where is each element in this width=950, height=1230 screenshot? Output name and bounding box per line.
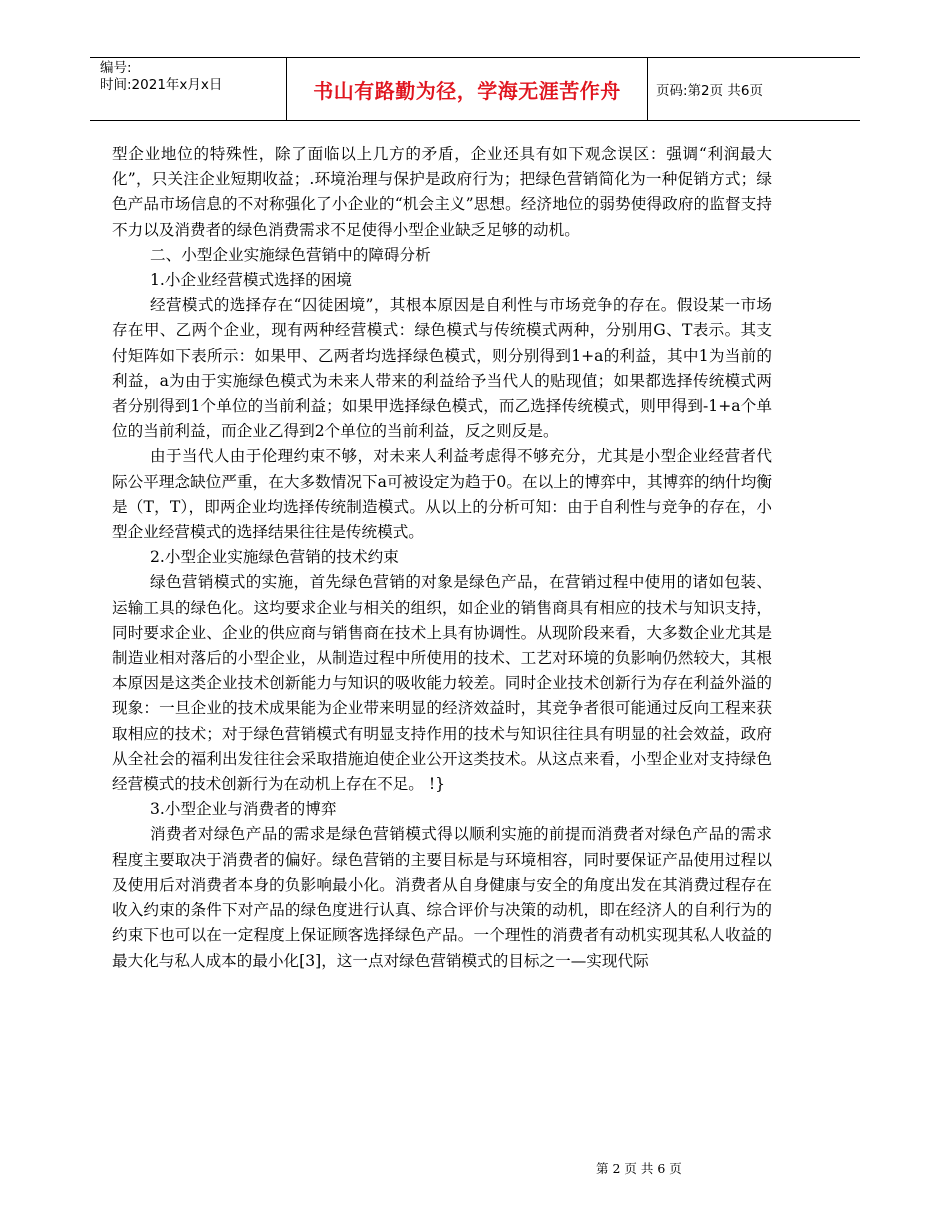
page-footer: 第 2 页 共 6 页 xyxy=(596,1161,682,1176)
header-motto: 书山有路勤为径，学海无涯苦作舟 xyxy=(286,58,648,120)
body-paragraph: 型企业地位的特殊性，除了面临以上几方的矛盾，企业还具有如下观念误区：强调“利润最大化”，只关注企业短期收益；.环境治理与保护是政府行为；把绿色营销简化为一种促销方式；绿色产品市场信息的不对称强化了小企业的“机会主义”思想。经济地位的弱势使得政府的监督支持不力以及消费者的绿色消费需求不足使得小型企业缺乏足够的动机。 xyxy=(112,145,772,239)
section-heading: 二、小型企业实施绿色营销中的障碍分析 xyxy=(150,245,431,264)
header-meta xyxy=(90,58,286,120)
body-paragraph: 由于当代人由于伦理约束不够，对未来人利益考虑得不够充分，尤其是小型企业经营者代际公平理念缺位严重，在大多数情况下a可被设定为趋于0。在以上的博弈中，其博弈的纳什均衡是（T，T），即两企业均选择传统制造模式。从以上的分析可知：由于自利性与竞争的存在，小型企业经营模式的选择结果往往是传统模式。 xyxy=(112,447,772,542)
body-paragraph: 经营模式的选择存在“囚徒困境”，其根本原因是自利性与市场竞争的存在。假设某一市场存在甲、乙两个企业，现有两种经营模式：绿色模式与传统模式两种，分别用G、T表示。其支付矩阵如下表所示：如果甲、乙两者均选择绿色模式，则分别得到1+a的利益，其中1为当前的利益，a为由于实施绿色模式为未来人带来的利益给予当代人的贴现值；如果都选择传统模式两者分别得到1个单位的当前利益；如果甲选择绿色模式，而乙选择传统模式，则甲得到-1+a个单位的当前利益，而企业乙得到2个单位的当前利益，反之则反是。 xyxy=(112,296,772,441)
body-paragraph: 消费者对绿色产品的需求是绿色营销模式得以顺利实施的前提而消费者对绿色产品的需求程度主要取决于消费者的偏好。绿色营销的主要目标是与环境相容，同时要保证产品使用过程以及使用后对消费者本身的负影响最小化。消费者从自身健康与安全的角度出发在其消费过程存在收入约束的条件下对产品的绿色度进行认真、综合评价与决策的动机，即在经济人的自利行为的约束下也可以在一定程度上保证顾客选择绿色产品。一个理性的消费者有动机实现其私人收益的最大化与私人成本的最小化[3]，这一点对绿色营销模式的目标之一—实现代际 xyxy=(112,825,772,970)
subsection-heading: 3.小型企业与消费者的博弈 xyxy=(150,800,337,819)
page-header xyxy=(90,57,860,121)
subsection-heading: 1.小企业经营模式选择的困境 xyxy=(150,271,353,290)
header-page-number: 页码:第2页 共6页 xyxy=(656,83,764,99)
subsection-heading: 2.小型企业实施绿色营销的技术约束 xyxy=(150,548,399,567)
body-paragraph: 绿色营销模式的实施，首先绿色营销的对象是绿色产品，在营销过程中使用的诸如包装、运输工具的绿色化。这均要求企业与相关的组织，如企业的销售商具有相应的技术与知识支持，同时要求企业、企业的供应商与销售商在技术上具有协调性。从现阶段来看，大多数企业尤其是制造业相对落后的小型企业，从制造过程中所使用的技术、工艺对环境的负影响仍然较大，其根本原因是这类企业技术创新能力与知识的吸收能力较差。同时企业技术创新行为存在利益外溢的现象：一旦企业的技术成果能为企业带来明显的经济效益时，其竞争者很可能通过反向工程来获取相应的技术；对于绿色营销模式有明显支持作用的技术与知识往往具有明显的社会效益，政府从全社会的福利出发往往会采取措施迫使企业公开这类技术。从这点来看，小型企业对支持绿色经营模式的技术创新行为在动机上存在不足。 !} xyxy=(112,573,772,794)
document-body xyxy=(112,142,772,974)
document-number-label: 编号: xyxy=(100,60,132,76)
document-time-label: 时间:2021年x月x日 xyxy=(100,77,223,93)
